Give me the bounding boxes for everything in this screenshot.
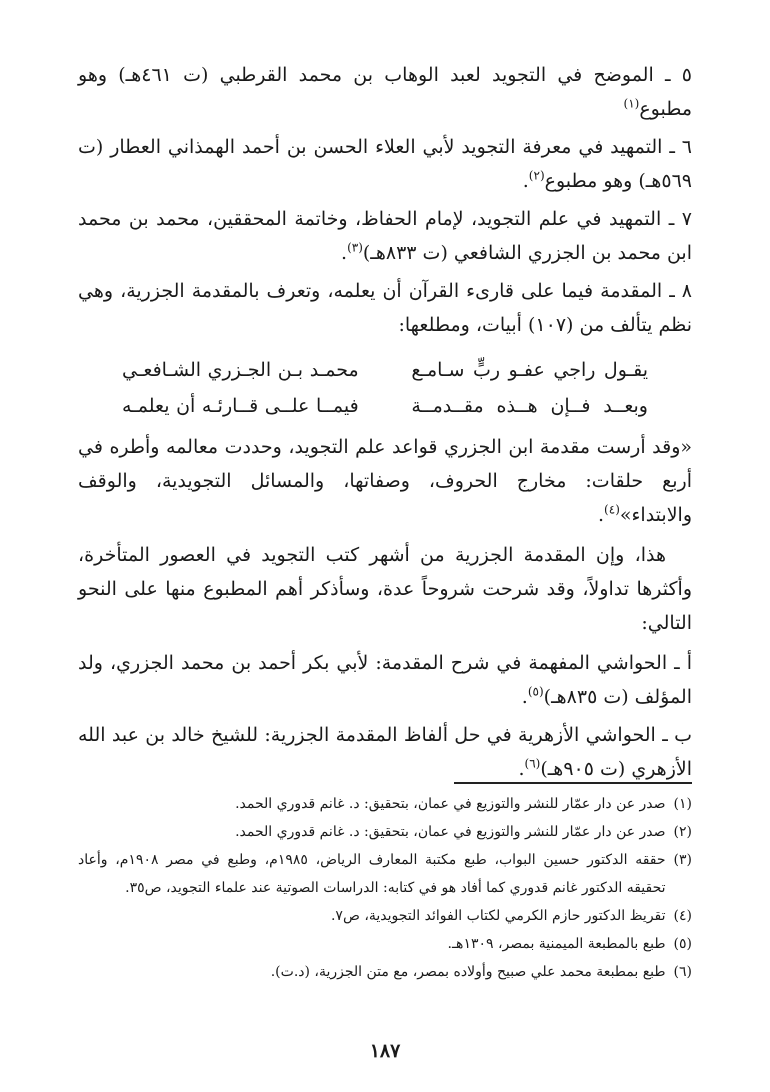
poem-verse <box>122 352 648 388</box>
footnote-ref[interactable]: (٣) <box>347 240 363 255</box>
main-text <box>78 58 692 790</box>
item-number: ٧ ـ <box>668 208 693 230</box>
list-item: ٧ ـ التمهيد في علم التجويد، لإمام الحفاظ، وخاتمة المحققين، محمد بن محمد ابن محمد بن الجزري الشافعي (ت ٨٣٣هـ)$^{(٣)}$. <box>78 208 693 264</box>
item-number: ٦ ـ <box>669 136 692 158</box>
footnotes <box>78 790 692 986</box>
footnote <box>78 958 692 986</box>
footnote-ref[interactable]: (١) <box>623 96 640 111</box>
item-number: أ ـ <box>674 652 692 674</box>
footnote-separator <box>454 782 692 784</box>
footnote-ref[interactable]: (٤) <box>604 502 620 517</box>
item-text: التمهيد في علم التجويد، لإمام الحفاظ، وخاتمة المحققين، محمد بن محمد ابن محمد بن الجزري الشافعي (ت ٨٣٣هـ) <box>78 208 692 264</box>
footnote <box>78 902 692 930</box>
list-item: ٦ ـ التمهيد في معرفة التجويد لأبي العلاء الحسن بن أحمد الهمذاني العطار (ت ٥٦٩هـ) وهو مطبوع$^{(٢)}$. <box>78 136 692 192</box>
item-number: ٥ ـ <box>664 64 692 86</box>
footnote-text: تقريظ الدكتور حازم الكرمي لكتاب الفوائد التجويدية، ص٧. <box>330 908 666 924</box>
footnote-text: صدر عن دار عمّار للنشر والتوزيع في عمان، بتحقيق: د. غانم قدوري الحمد. <box>235 796 666 812</box>
body-paragraph: هذا، وإن المقدمة الجزرية من أشهر كتب التجويد في العصور المتأخرة، وأكثرها تداولاً، وقد شرحت شروحاً عدة، وسأذكر أهم المطبوع منها على النحو التالي: <box>78 544 692 634</box>
footnote-number: (٦) <box>673 964 692 980</box>
footnote-number: (٢) <box>673 824 692 840</box>
footnote-ref[interactable]: (٦) <box>524 756 541 771</box>
item-text: الحواشي المفهمة في شرح المقدمة: لأبي بكر أحمد بن محمد الجزري، ولد المؤلف (ت ٨٣٥هـ) <box>78 652 692 708</box>
item-text: المقدمة فيما على قارىء القرآن أن يعلمه، وتعرف بالمقدمة الجزرية، وهي نظم يتألف من (١٠٧) أبيات، ومطلعها: <box>78 280 692 336</box>
poem-verse <box>122 388 648 424</box>
footnote <box>78 790 692 818</box>
poem <box>122 352 648 424</box>
sub-list-item: أ ـ الحواشي المفهمة في شرح المقدمة: لأبي بكر أحمد بن محمد الجزري، ولد المؤلف (ت ٨٣٥هـ)$^{(٥)}$. <box>78 652 692 708</box>
footnote-text: طبع بالمطبعة الميمنية بمصر، ١٣٠٩هـ. <box>447 936 666 952</box>
verse-first-hemistich: وبعــد فــإن هــذه مقــدمــة <box>411 395 648 417</box>
footnote-ref[interactable]: (٥) <box>527 684 544 699</box>
footnote-number: (٥) <box>673 936 692 952</box>
list-item <box>78 58 692 126</box>
footnote-ref[interactable]: (٢) <box>528 168 545 183</box>
item-number: ب ـ <box>662 724 692 746</box>
sub-list-item: ب ـ الحواشي الأزهرية في حل ألفاظ المقدمة الجزرية: للشيخ خالد بن عبد الله الأزهري (ت ٩٠٥هـ)$^{(٦)}$. <box>78 724 692 780</box>
item-number: ٨ ـ <box>669 280 693 302</box>
page-number: ١٨٧ <box>369 1040 401 1062</box>
item-text: الحواشي الأزهرية في حل ألفاظ المقدمة الجزرية: للشيخ خالد بن عبد الله الأزهري (ت ٩٠٥هـ) <box>78 724 692 780</box>
list-item <box>78 274 692 342</box>
footnote-text: صدر عن دار عمّار للنشر والتوزيع في عمان، بتحقيق: د. غانم قدوري الحمد. <box>235 824 666 840</box>
item-text: التمهيد في معرفة التجويد لأبي العلاء الحسن بن أحمد الهمذاني العطار (ت ٥٦٩هـ) وهو مطبوع <box>78 136 692 192</box>
footnote <box>78 846 692 902</box>
item-text: الموضح في التجويد لعبد الوهاب بن محمد القرطبي (ت ٤٦١هـ) وهو مطبوع <box>78 64 692 120</box>
verse-second-hemistich: محمـد بـن الجـزري الشـافعـي <box>122 359 359 381</box>
verse-second-hemistich: فيمــا علــى قــارئـه أن يعلمـه <box>122 395 359 417</box>
quote-paragraph: «وقد أرست مقدمة ابن الجزري قواعد علم التجويد، وحددت معالمه وأطره في أربع حلقات: مخارج الحروف، وصفاتها، والمسائل التجويدية، والوقف والابتداء»$^{(٤)}$. <box>78 436 692 526</box>
footnote-number: (٣) <box>673 852 692 868</box>
footnote-text: حققه الدكتور حسين البواب، طبع مكتبة المعارف الرياض، ١٩٨٥م، وطبع في مصر ١٩٠٨م، وأعاد تحقيقه الدكتور غانم قدوري كما أفاد هو في كتابه: الدراسات الصوتية عند علماء التجويد، ص٣٥. <box>78 852 666 896</box>
footnote <box>78 930 692 958</box>
verse-first-hemistich: يقـول راجي عفـو ربٍّ سـامـع <box>411 359 648 381</box>
footnote-number: (٤) <box>673 908 692 924</box>
footnote-text: طبع بمطبعة محمد علي صبيح وأولاده بمصر، مع متن الجزرية، (د.ت). <box>270 964 666 980</box>
footnote-number: (١) <box>673 796 692 812</box>
footnote <box>78 818 692 846</box>
